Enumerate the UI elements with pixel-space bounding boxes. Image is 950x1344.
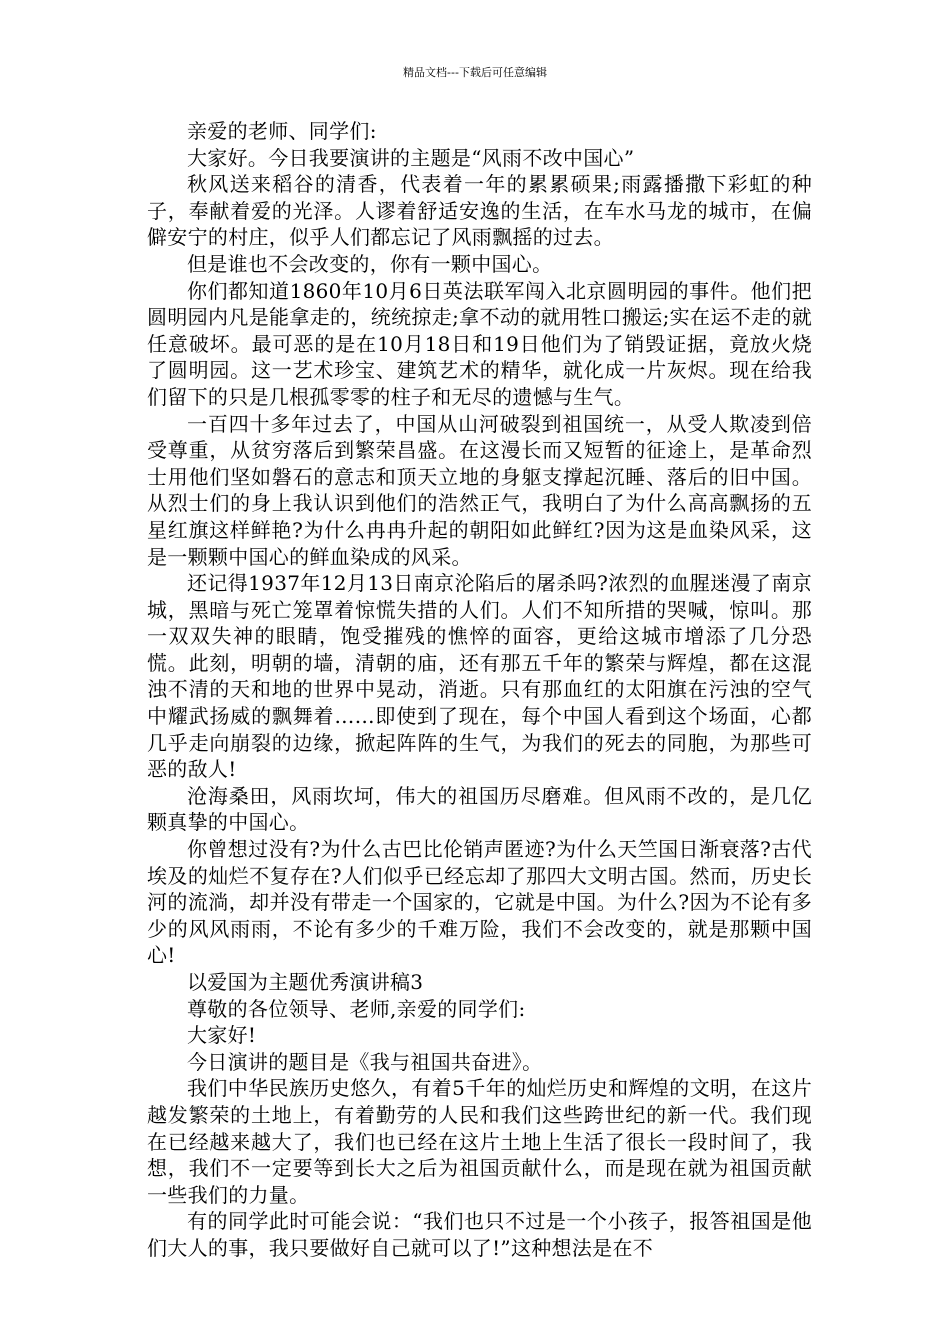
paragraph: 我们中华民族历史悠久，有着5千年的灿烂历史和辉煌的文明，在这片越发繁荣的土地上，有着勤劳的人民和我们这些跨世纪的新一代。我们现在已经越来越大了，我们也已经在这片土地上生活了很长一段时间了，我想，我们不一定要等到长大之后为祖国贡献什么，而是现在就为祖国贡献一些我们的力量。 — [147, 1076, 812, 1207]
document-body — [147, 118, 812, 1262]
paragraph: 但是谁也不会改变的，你有一颗中国心。 — [187, 251, 553, 276]
paragraph-topic: 大家好。今日我要演讲的主题是“风雨不改中国心” — [187, 145, 635, 170]
paragraph: 秋风送来稻谷的清香，代表着一年的累累硕果;雨露播撒下彩虹的种子，奉献着爱的光泽。人谬着舒适安逸的生活，在车水马龙的城市，在偏僻安宁的村庄，似乎人们都忘记了风雨飘摇的过去。 — [147, 172, 812, 250]
paragraph: 有的同学此时可能会说：“我们也只不过是一个小孩子，报答祖国是他们大人的事，我只要做好自己就可以了!”这种想法是在不 — [147, 1209, 812, 1260]
paragraph: 你曾想过没有?为什么古巴比伦销声匿迹?为什么天竺国日渐衰落?古代埃及的灿烂不复存在?人们似乎已经忘却了那四大文明古国。然而，历史长河的流淌，却并没有带走一个国家的，它就是中国。为什么?因为不论有多少的风风雨雨，不论有多少的千难万险，我们不会改变的，就是那颗中国心! — [147, 837, 812, 968]
paragraph: 还记得1937年12月13日南京沦陷后的屠杀吗?浓烈的血腥迷漫了南京城，黑暗与死亡笼罩着惊慌失措的人们。人们不知所措的哭喊，惊叫。那一双双失神的眼睛，饱受摧残的憔悴的面容，更给这城市增添了几分恐慌。此刻，明朝的墙，清朝的庙，还有那五千年的繁荣与辉煌，都在这混浊不清的天和地的世界中晃动，消逝。只有那血红的太阳旗在污浊的空气中耀武扬威的飘舞着……即使到了现在，每个中国人看到这个场面，心都几乎走向崩裂的边缘，掀起阵阵的生气，为我们的死去的同胞，为那些可恶的敌人! — [147, 571, 812, 782]
paragraph-greeting: 尊敬的各位领导、老师,亲爱的同学们: — [187, 996, 526, 1021]
paragraph: 你们都知道1860年10月6日英法联军闯入北京圆明园的事件。他们把圆明园内凡是能拿走的，统统掠走;拿不动的就用牲口搬运;实在运不走的就任意破坏。最可恶的是在10月18日和19日他们为了销毁证据，竟放火烧了圆明园。这一艺术珍宝、建筑艺术的精华，就化成一片灰烬。现在给我们留下的只是几根孤零零的柱子和无尽的遗憾与生气。 — [147, 278, 812, 409]
paragraph-greeting: 亲爱的老师、同学们: — [187, 119, 377, 143]
section-title: 以爱国为主题优秀演讲稿3 — [187, 970, 424, 994]
paragraph: 今日演讲的题目是《我与祖国共奋进》。 — [187, 1049, 543, 1074]
paragraph: 大家好! — [187, 1023, 257, 1048]
paragraph: 沧海桑田，风雨坎坷，伟大的祖国历尽磨难。但风雨不改的，是几亿颗真挚的中国心。 — [147, 783, 812, 835]
page-header: 精品文档---下载后可任意编辑 — [403, 66, 547, 79]
paragraph: 一百四十多年过去了，中国从山河破裂到祖国统一，从受人欺凌到倍受尊重，从贫穷落后到繁荣昌盛。在这漫长而又短暂的征途上，是革命烈士用他们坚如磐石的意志和顶天立地的身躯支撑起沉睡、落后的旧中国。从烈士们的身上我认识到他们的浩然正气，我明白了为什么高高飘扬的五星红旗这样鲜艳?为什么冉冉升起的朝阳如此鲜红?因为这是血染风采，这是一颗颗中国心的鲜血染成的风采。 — [147, 411, 812, 569]
